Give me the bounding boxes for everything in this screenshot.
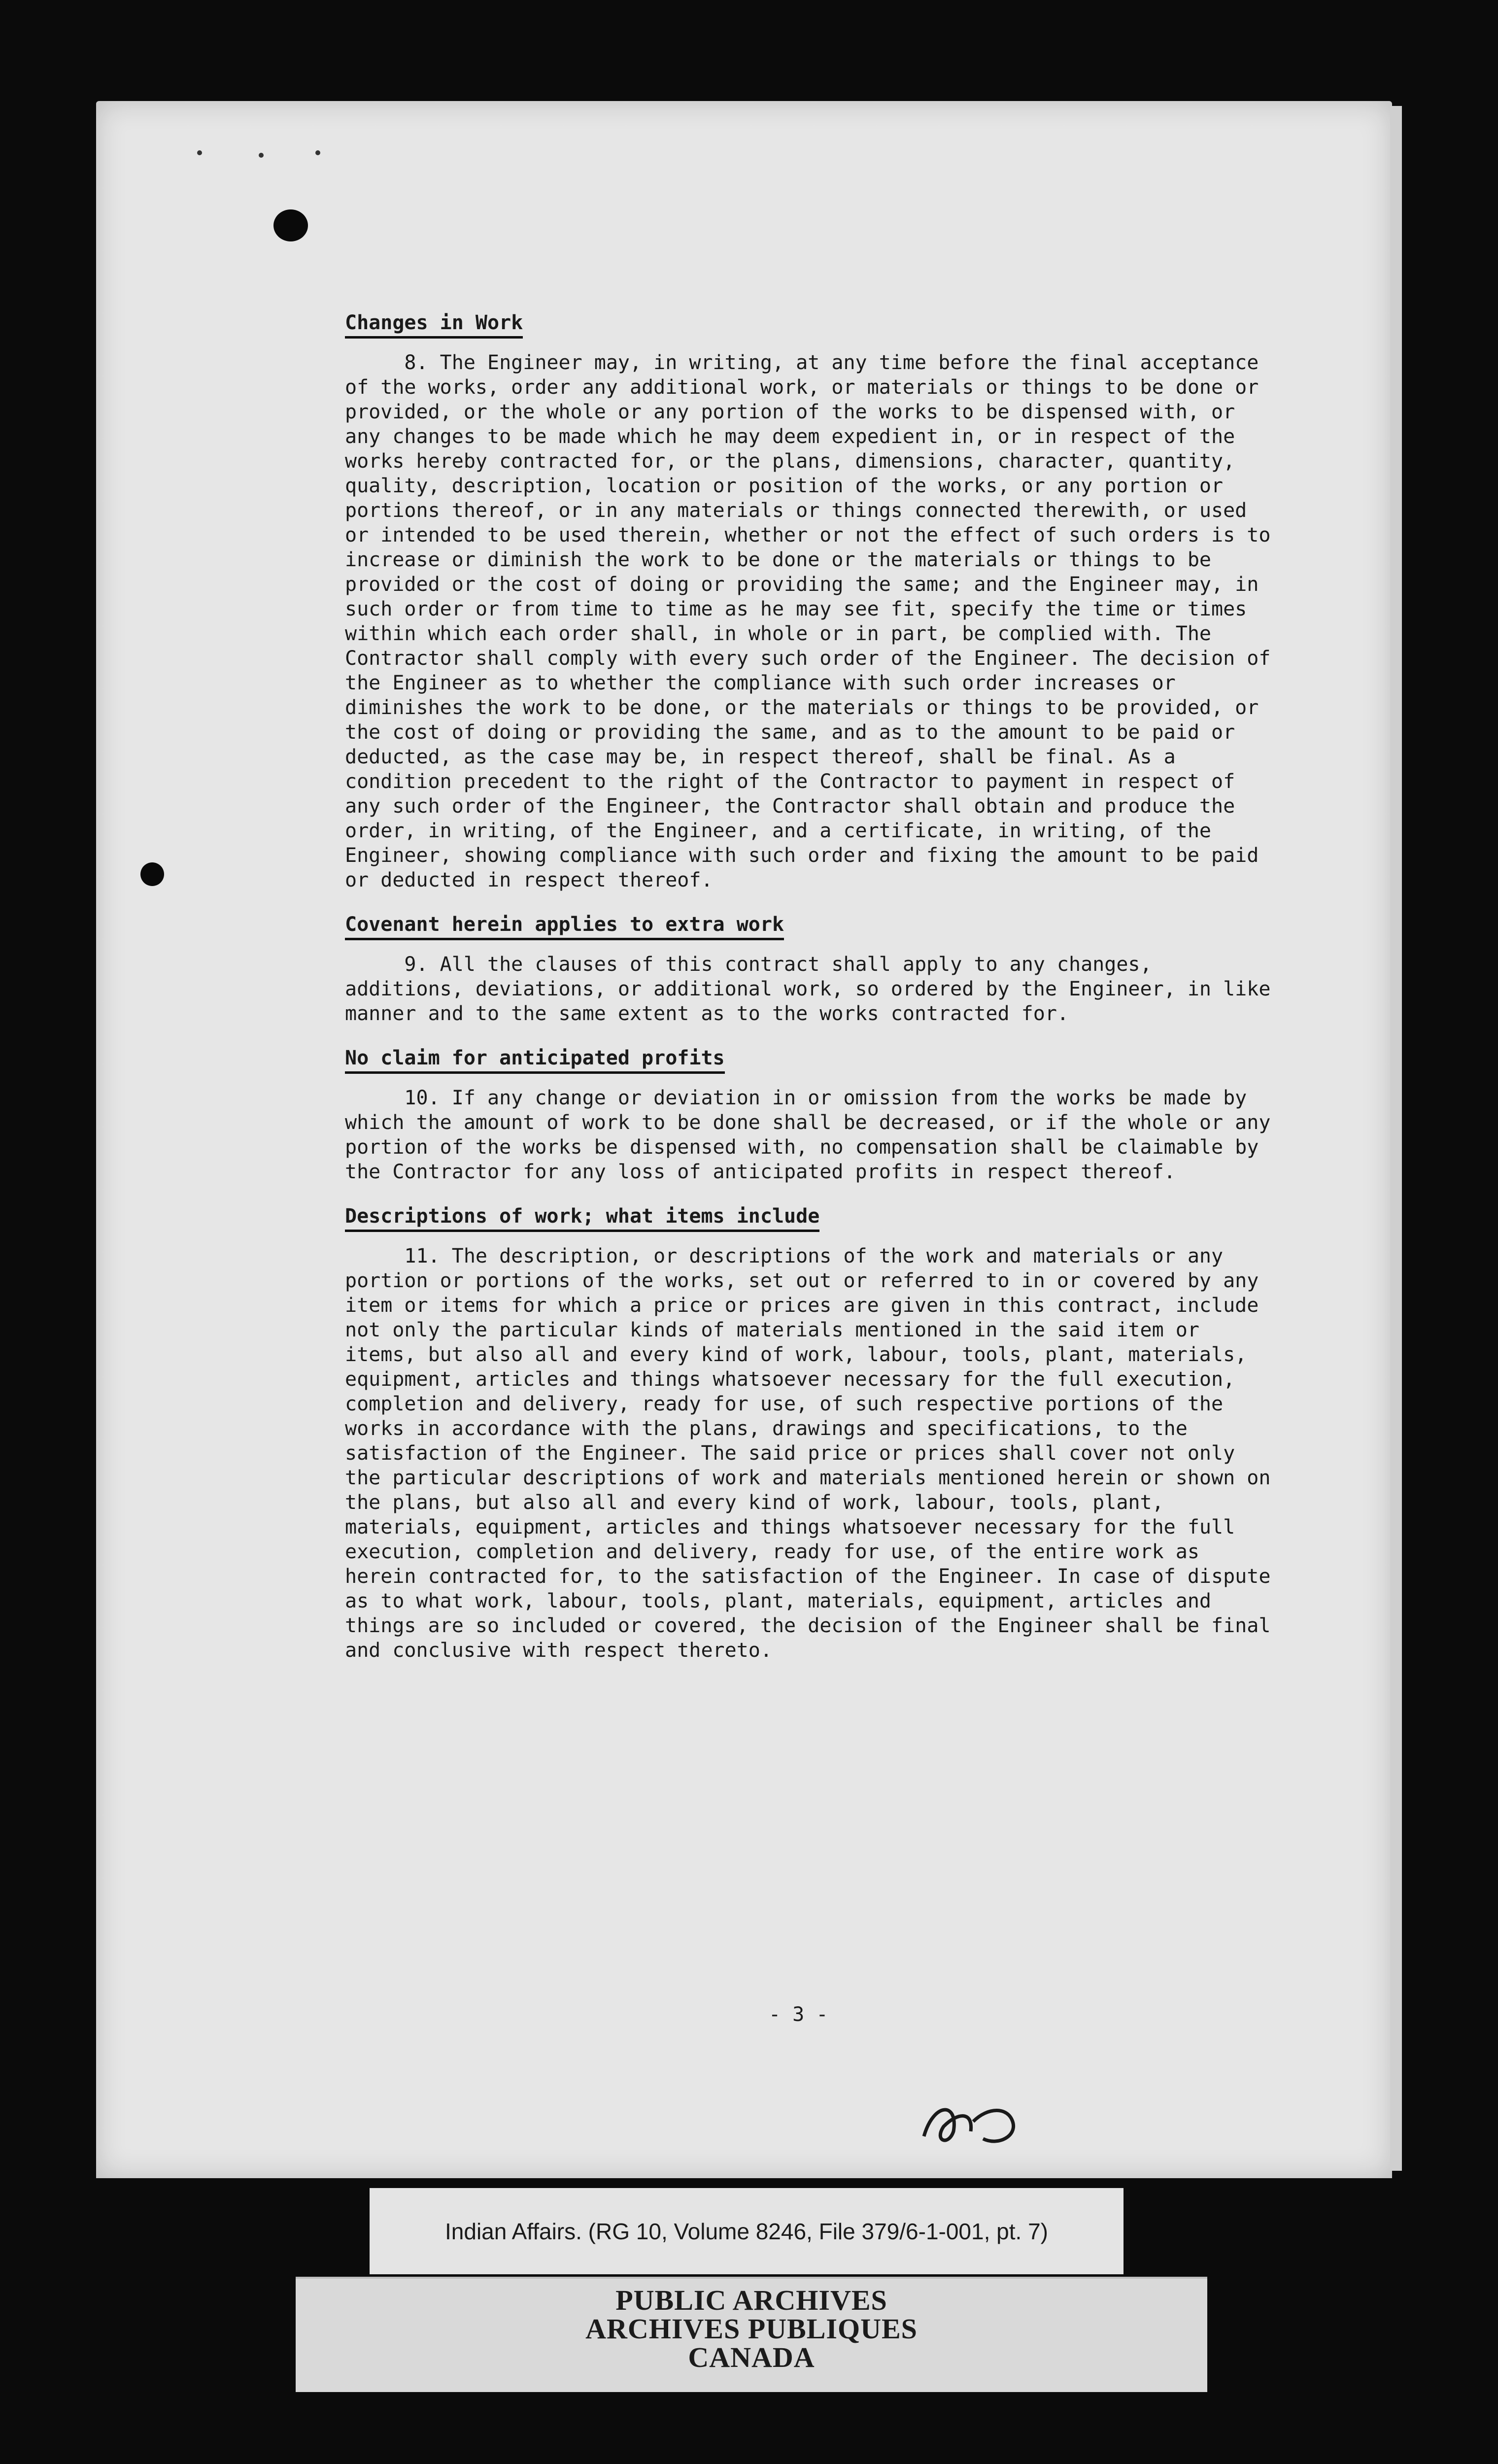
section-heading: Changes in Work xyxy=(345,310,523,339)
stamp-line: ARCHIVES PUBLIQUES xyxy=(585,2313,918,2345)
initials-signature xyxy=(914,2092,1042,2151)
section-changes-in-work xyxy=(345,310,1281,892)
page-edge xyxy=(1390,106,1402,2171)
section-covenant-extra-work xyxy=(345,912,1281,1026)
archive-reference-text: Indian Affairs. (RG 10, Volume 8246, File 379/6-1-001, pt. 7) xyxy=(445,2218,1048,2244)
section-paragraph: 11. The description, or descriptions of the work and materials or any portion or portions of the works, set out or referred to in or covered by any item or items for which a price or prices are given in this contract, include not only the particular kinds of materials mentioned in the said item or items, but also all and every kind of work, labour, tools, plant, materials, equipment, articles and things whatsoever necessary for the full execution, completion and delivery, ready for use, of such respective portions of the works in accordance with the plans, drawings and specifications, to the satisfaction of the Engineer. The said price or prices shall cover not only the particular descriptions of work and materials mentioned herein or shown on the plans, but also all and every kind of work, labour, tools, plant, materials, equipment, articles and things whatsoever necessary for the full execution, completion and delivery, ready for use, of the entire work as herein contracted for, to the satisfaction of the Engineer. In case of dispute as to what work, labour, tools, plant, materials, equipment, articles and things are so included or covered, the decision of the Engineer shall be final and conclusive with respect thereto. xyxy=(345,1245,1283,1662)
speck xyxy=(315,150,320,155)
section-heading: Covenant herein applies to extra work xyxy=(345,912,784,940)
stamp-line: CANADA xyxy=(688,2341,815,2373)
archive-stamp xyxy=(296,2277,1207,2392)
speck xyxy=(197,150,202,155)
stamp-line: PUBLIC ARCHIVES xyxy=(615,2284,887,2316)
page-number: - 3 - xyxy=(769,2003,828,2026)
section-no-claim-profits xyxy=(345,1046,1281,1184)
section-descriptions-of-work xyxy=(345,1204,1281,1663)
section-paragraph: 10. If any change or deviation in or omission from the works be made by which the amount of work to be done shall be decreased, or if the whole or any portion of the works be dispensed with, no compensation shall be claimable by the Contractor for any loss of anticipated profits in respect thereof. xyxy=(345,1087,1283,1183)
section-paragraph: 8. The Engineer may, in writing, at any time before the final acceptance of the works, order any additional work, or materials or things to be done or provided, or the whole or any portion of the works to be dispensed with, or any changes to be made which he may deem expedient in, or in respect of the works hereby contracted for, or the plans, dimensions, character, quantity, quality, description, location or position of the works, or any portion or portions thereof, or in any materials or things connected therewith, or used or intended to be used therein, whether or not the effect of such orders is to increase or diminish the work to be done or the materials or things to be provided or the cost of doing or providing the same; and the Engineer may, in such order or from time to time as he may see fit, specify the time or times within which each order shall, in whole or in part, be complied with. The Contractor shall comply with every such order of the Engineer. The decision of the Engineer as to whether the compliance with such order increases or diminishes the work to be done, or the materials or things to be provided, or the cost of doing or providing the same, and as to the amount to be paid or deducted, as the case may be, in respect thereof, shall be final. As a condition precedent to the right of the Contractor to payment in respect of any such order of the Engineer, the Contractor shall obtain and produce the order, in writing, of the Engineer, and a certificate, in writing, of the Engineer, showing compliance with such order and fixing the amount to be paid or deducted in respect thereof. xyxy=(345,351,1283,891)
section-heading: Descriptions of work; what items include xyxy=(345,1204,819,1232)
archive-reference-label xyxy=(370,2188,1124,2274)
speck xyxy=(259,153,264,158)
staple-hole xyxy=(273,209,308,241)
document-body xyxy=(345,310,1281,1682)
section-heading: No claim for anticipated profits xyxy=(345,1046,725,1074)
punch-hole xyxy=(140,862,164,886)
section-paragraph: 9. All the clauses of this contract shall apply to any changes, additions, deviations, or additional work, so ordered by the Engineer, in like manner and to the same extent as to the works contracted for. xyxy=(345,953,1283,1025)
stamp-text xyxy=(296,2286,1207,2372)
